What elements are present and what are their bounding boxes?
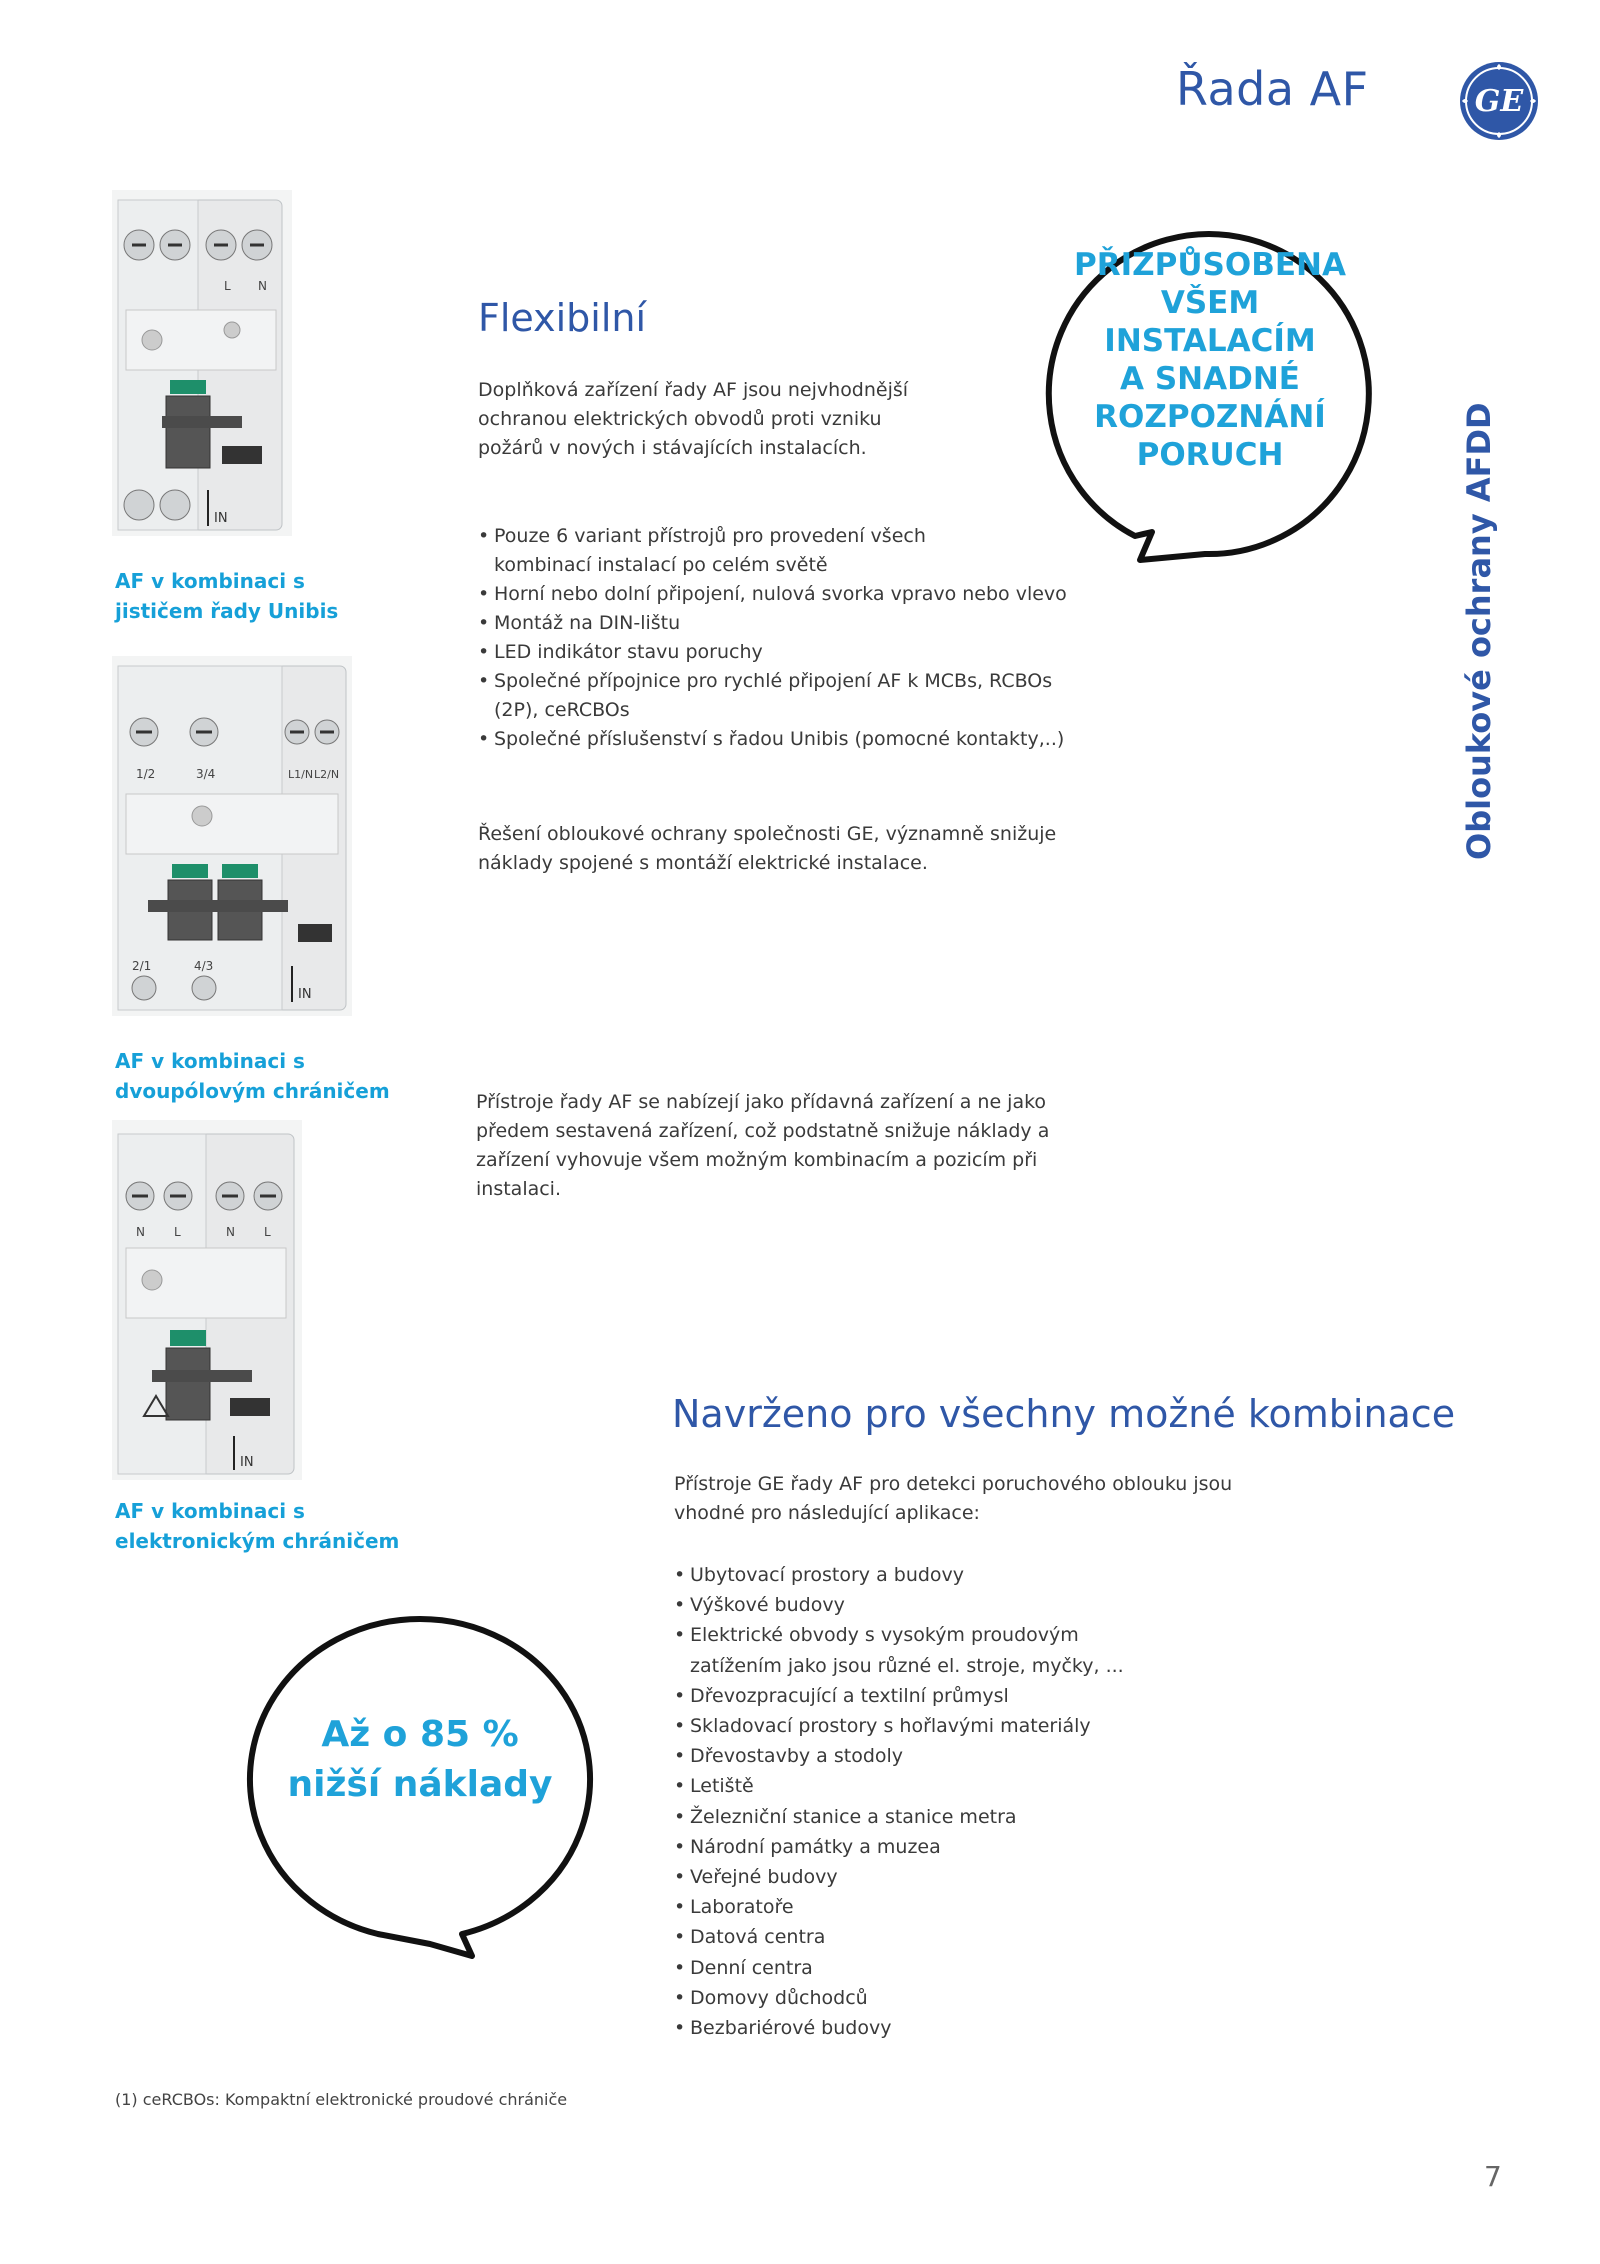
- product-image-af-two-pole-rccb: [112, 656, 352, 1016]
- list-item: • Elektrické obvody s vysokým proudovým zatížením jako jsou různé el. stroje, myčky, ...: [674, 1620, 1294, 1680]
- speech-bubble-bottom: [240, 1600, 600, 1960]
- terminal-label: L2/N: [314, 768, 340, 781]
- caption-line: AF v kombinaci s: [115, 569, 305, 593]
- caption-line: dvoupólovým chráničem: [115, 1079, 390, 1103]
- terminal-label: 2/1: [132, 959, 152, 973]
- footnote: (1) ceRCBOs: Kompaktní elektronické proudové chrániče: [115, 2090, 568, 2109]
- list-item: • Společné přípojnice pro rychlé připojení AF k MCBs, RCBOs (2P), ceRCBOs: [478, 667, 1098, 725]
- product-caption-3: [115, 1496, 445, 1556]
- list-item: • Denní centra: [674, 1953, 1294, 1983]
- terminal-label: L: [174, 1225, 181, 1239]
- list-item: • Národní památky a muzea: [674, 1832, 1294, 1862]
- product-image-af-unibis: [112, 190, 292, 536]
- section2-application-list: [674, 1560, 1294, 2043]
- bubble-line: INSTALACÍM: [1104, 323, 1316, 359]
- bubble-line: nižší náklady: [287, 1764, 553, 1805]
- product-caption-2: [115, 1046, 445, 1106]
- bubble-line: Až o 85 %: [321, 1714, 519, 1755]
- speech-bubble-top: [1030, 210, 1390, 570]
- terminal-label: N: [258, 279, 267, 293]
- list-item: • LED indikátor stavu poruchy: [478, 638, 1098, 667]
- text-line: požárů v nových i stávajících instalacích.: [478, 437, 867, 459]
- list-item: • Datová centra: [674, 1922, 1294, 1952]
- terminal-label: L: [224, 279, 231, 293]
- text-line: Přístroje řady AF se nabízejí jako přídavná zařízení a ne jako: [476, 1091, 1047, 1113]
- caption-line: AF v kombinaci s: [115, 1049, 305, 1073]
- caption-line: elektronickým chráničem: [115, 1529, 400, 1553]
- side-vertical-title: Obloukové ochrany AFDD: [1460, 402, 1498, 860]
- terminal-label: N: [226, 1225, 235, 1239]
- section-heading-flexible: Flexibilní: [478, 296, 647, 340]
- terminal-label: N: [136, 1225, 145, 1239]
- text-line: Doplňková zařízení řady AF jsou nejvhodnější: [478, 379, 909, 401]
- text-line: vhodné pro následující aplikace:: [674, 1502, 980, 1524]
- list-item: • Veřejné budovy: [674, 1862, 1294, 1892]
- bubble-line: A SNADNÉ: [1120, 361, 1300, 397]
- text-line: Přístroje GE řady AF pro detekci poruchového oblouku jsou: [674, 1473, 1233, 1495]
- terminal-label: 3/4: [196, 767, 216, 781]
- bubble-line: ROZPOZNÁNÍ: [1094, 399, 1326, 435]
- list-item: • Společné příslušenství s řadou Unibis (pomocné kontakty,..): [478, 725, 1098, 754]
- ge-logo: [1458, 60, 1540, 142]
- list-item: • Domovy důchodců: [674, 1983, 1294, 2013]
- section1-intro: [478, 376, 1038, 463]
- section1-paragraph-3: [476, 1088, 1096, 1204]
- list-item: • Železniční stanice a stanice metra: [674, 1802, 1294, 1832]
- bubble-line: PORUCH: [1136, 437, 1284, 473]
- list-item: • Montáž na DIN-lištu: [478, 609, 1098, 638]
- page-header-title: Řada AF: [1176, 62, 1369, 116]
- text-line: ochranou elektrických obvodů proti vzniku: [478, 408, 882, 430]
- section1-feature-list: [478, 522, 1098, 754]
- text-line: Řešení obloukové ochrany společnosti GE, významně snižuje: [478, 823, 1057, 845]
- section1-paragraph-2: [478, 820, 1098, 878]
- list-item: • Letiště: [674, 1771, 1294, 1801]
- list-item: • Skladovací prostory s hořlavými materiály: [674, 1711, 1294, 1741]
- section-heading-combinations: Navrženo pro všechny možné kombinace: [672, 1392, 1456, 1436]
- list-item: • Pouze 6 variant přístrojů pro provedení všech kombinací instalací po celém světě: [478, 522, 1098, 580]
- terminal-label: IN: [298, 987, 312, 1002]
- ge-logo-text: GE: [1474, 84, 1524, 119]
- text-line: zařízení vyhovuje všem možným kombinacím a pozicím při: [476, 1149, 1038, 1171]
- text-line: náklady spojené s montáží elektrické instalace.: [478, 852, 928, 874]
- terminal-label: L1/N: [288, 768, 314, 781]
- caption-line: jističem řady Unibis: [115, 599, 339, 623]
- list-item: • Laboratoře: [674, 1892, 1294, 1922]
- list-item: • Dřevostavby a stodoly: [674, 1741, 1294, 1771]
- section2-intro: [674, 1470, 1294, 1528]
- page-number: 7: [1484, 2160, 1502, 2193]
- list-item: • Horní nebo dolní připojení, nulová svorka vpravo nebo vlevo: [478, 580, 1098, 609]
- caption-line: AF v kombinaci s: [115, 1499, 305, 1523]
- list-item: • Bezbariérové budovy: [674, 2013, 1294, 2043]
- bubble-line: VŠEM: [1160, 285, 1260, 321]
- list-item: • Výškové budovy: [674, 1590, 1294, 1620]
- bubble-line: PŘIZPŮSOBENA: [1074, 247, 1346, 283]
- text-line: instalaci.: [476, 1178, 561, 1200]
- list-item: • Dřevozpracující a textilní průmysl: [674, 1681, 1294, 1711]
- product-caption-1: [115, 566, 445, 626]
- terminal-label: IN: [214, 511, 228, 526]
- terminal-label: IN: [240, 1455, 254, 1470]
- text-line: předem sestavená zařízení, což podstatně snižuje náklady a: [476, 1120, 1050, 1142]
- product-image-af-electronic-rccb: [112, 1120, 302, 1480]
- list-item: • Ubytovací prostory a budovy: [674, 1560, 1294, 1590]
- terminal-label: 1/2: [136, 767, 156, 781]
- terminal-label: 4/3: [194, 959, 214, 973]
- terminal-label: L: [264, 1225, 271, 1239]
